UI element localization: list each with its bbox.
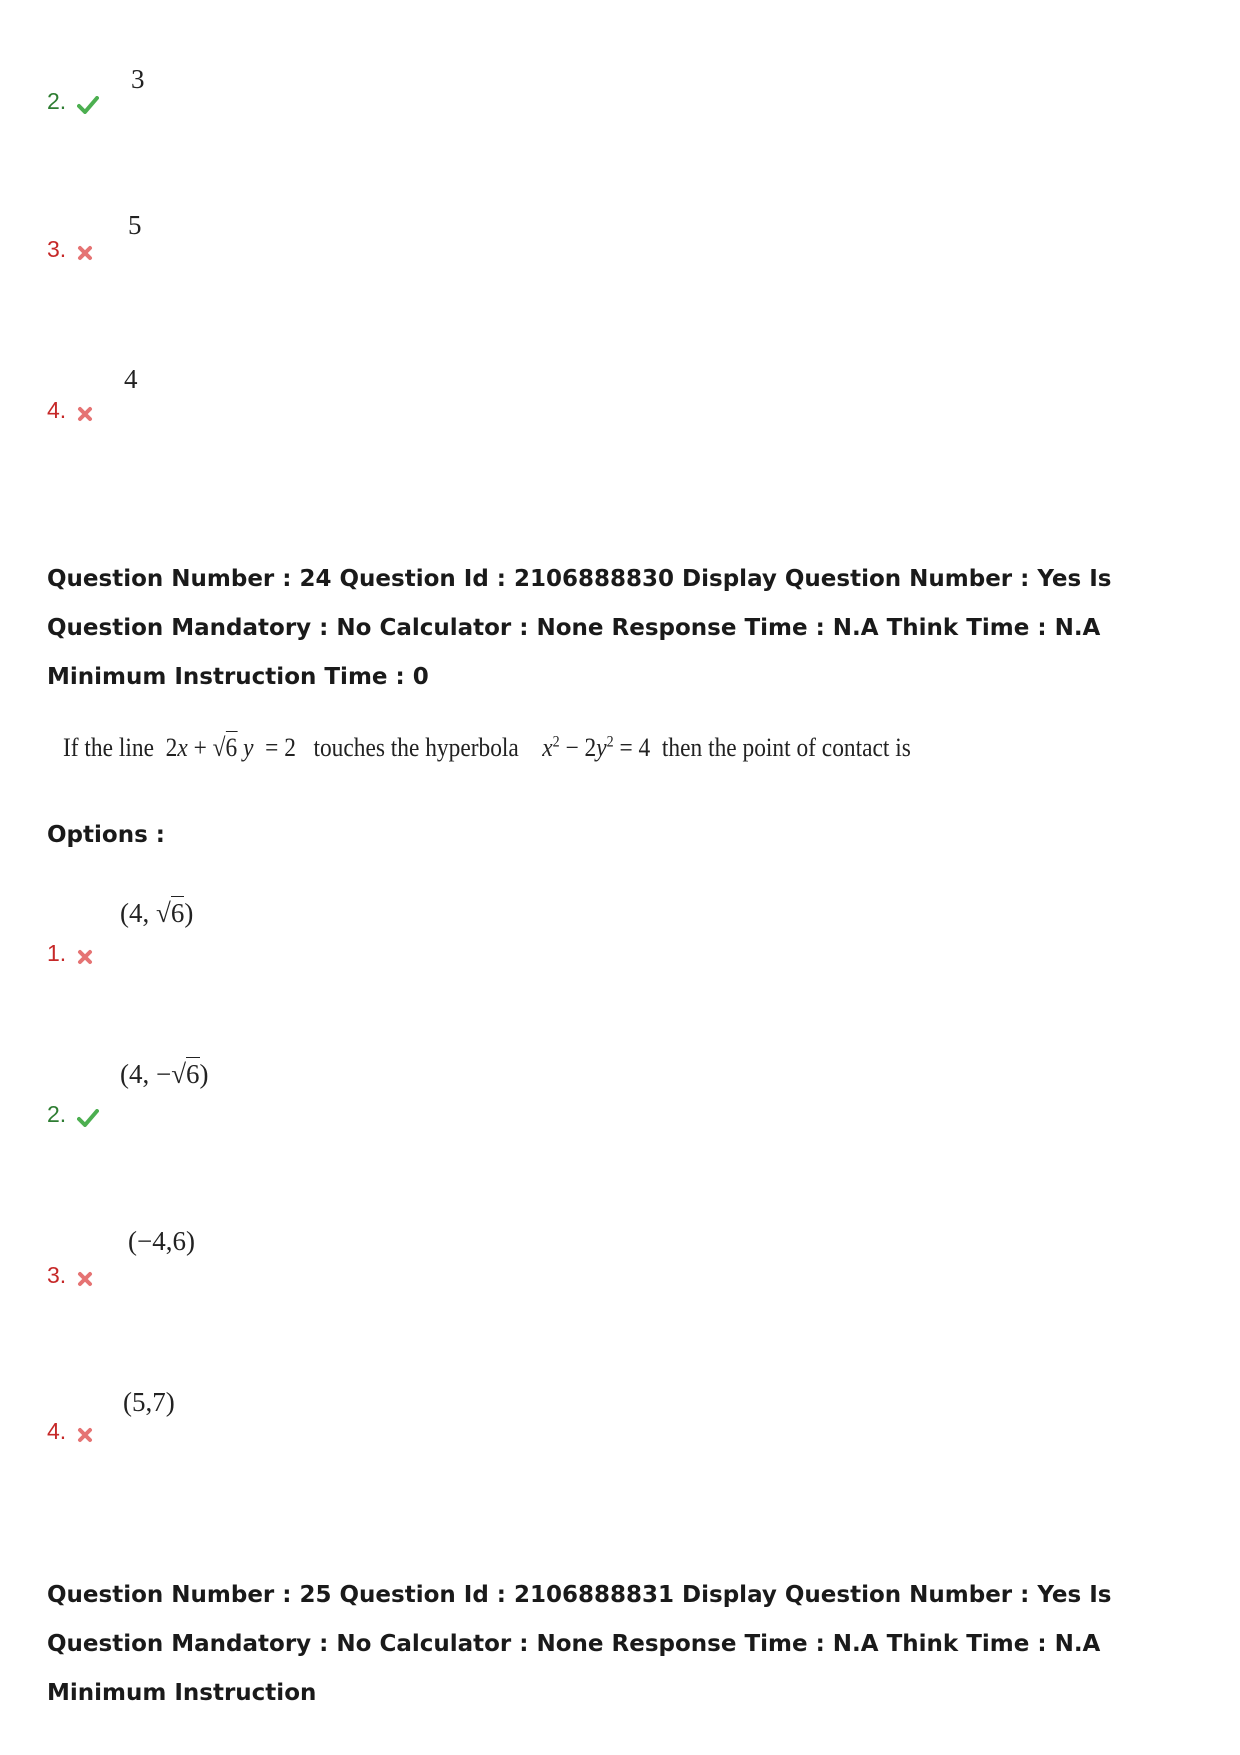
option-number: 4. <box>47 1418 67 1444</box>
option-number: 2. <box>47 88 67 114</box>
question-24-meta: Question Number : 24 Question Id : 2106888830 Display Question Number : Yes Is Question Mandatory : No Calculator : None Response Time : N.A Think Time : N.A Minimum Instruction Time : 0 <box>47 566 1112 690</box>
option-value: (5,7) <box>123 1387 175 1417</box>
question-24-text: If the line 2x + √6 y = 2 touches the hyperbola $x^2 - 2y^2 = 4$ then the point of contact is <box>63 733 911 762</box>
q24-option-1 <box>47 940 93 967</box>
option-value: (−4,6) <box>128 1226 195 1256</box>
cross-icon <box>77 245 93 261</box>
cross-icon <box>77 1427 93 1443</box>
option-value: (4, √6) <box>120 898 194 928</box>
options-label: Options : <box>47 822 165 848</box>
cross-icon <box>77 1271 93 1287</box>
sqrt-icon: √6 <box>156 898 185 928</box>
prev-option-2 <box>47 88 99 115</box>
option-value: 4 <box>124 364 138 394</box>
option-number: 1. <box>47 940 67 966</box>
sqrt-icon: √6 <box>171 1059 200 1089</box>
option-value: 5 <box>128 210 142 240</box>
option-number: 3. <box>47 236 67 262</box>
cross-icon <box>77 406 93 422</box>
question-25-meta: Question Number : 25 Question Id : 2106888831 Display Question Number : Yes Is Question Mandatory : No Calculator : None Response Time : N.A Think Time : N.A Minimum Instruction <box>47 1582 1112 1706</box>
prev-option-3 <box>47 236 93 263</box>
check-icon <box>77 96 99 114</box>
q24-option-3 <box>47 1262 93 1289</box>
check-icon <box>77 1109 99 1127</box>
option-value: (4, −√6) <box>120 1059 209 1089</box>
sqrt-icon: √6 <box>212 733 238 762</box>
prev-option-4 <box>47 397 93 424</box>
q24-option-4 <box>47 1418 93 1445</box>
cross-icon <box>77 949 93 965</box>
q24-option-2 <box>47 1101 99 1128</box>
option-value: 3 <box>131 64 145 94</box>
option-number: 2. <box>47 1101 67 1127</box>
option-number: 3. <box>47 1262 67 1288</box>
option-number: 4. <box>47 397 67 423</box>
